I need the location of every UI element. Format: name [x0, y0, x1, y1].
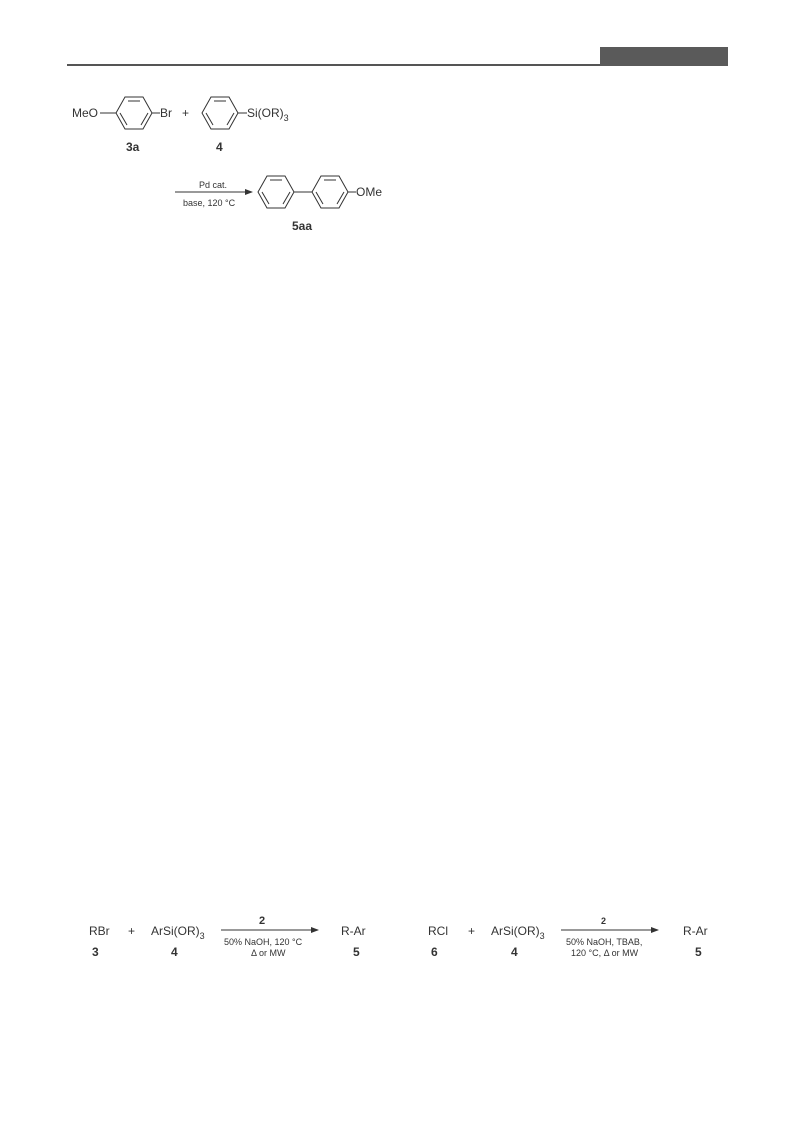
- label-6: 6: [431, 945, 438, 959]
- scheme2-left: [89, 915, 366, 959]
- scheme2-right: [428, 916, 708, 959]
- conditions-line2: Δ or MW: [251, 948, 286, 958]
- conditions-line2: 120 °C, Δ or MW: [571, 948, 639, 958]
- label-3: 3: [92, 945, 99, 959]
- label-5: 5: [695, 945, 702, 959]
- conditions-line1: 50% NaOH, TBAB,: [566, 937, 643, 947]
- reactant-arsi: $ArSi(OR)_3$: [151, 924, 205, 941]
- plus-sign: +: [182, 106, 190, 120]
- reactant-arsi: $ArSi(OR)_3$: [491, 924, 545, 941]
- compound-label-3a: 3a: [126, 140, 140, 154]
- compound-label-4: 4: [216, 140, 223, 154]
- label-4: 4: [171, 945, 178, 959]
- label-4: 4: [511, 945, 518, 959]
- benzene-ring-3a: [100, 97, 160, 129]
- conditions-line1: 50% NaOH, 120 °C: [224, 937, 303, 947]
- catalyst-2: 2: [601, 916, 607, 926]
- benzene-ring-4: [202, 97, 247, 129]
- plus-sign: +: [468, 924, 476, 938]
- catalyst-2: 2: [259, 915, 266, 927]
- reactant-rcl: RCl: [428, 924, 448, 938]
- reactant-rbr: RBr: [89, 924, 110, 938]
- bromo-label: Br: [160, 106, 172, 120]
- biphenyl-product: [258, 176, 356, 208]
- scheme1: [72, 97, 382, 233]
- reagent-top: Pd cat.: [199, 180, 228, 190]
- methoxy-label: MeO: [72, 106, 99, 120]
- compound-label-5aa: 5aa: [292, 219, 313, 233]
- plus-sign: +: [128, 924, 136, 938]
- label-5: 5: [353, 945, 360, 959]
- reagent-bottom: base, 120 °C: [183, 198, 236, 208]
- siloxane-group: $Si(OR)_3$: [247, 106, 289, 123]
- product-rar: R-Ar: [341, 924, 366, 938]
- product-rar: R-Ar: [683, 924, 708, 938]
- methoxy-product-label: OMe: [356, 185, 383, 199]
